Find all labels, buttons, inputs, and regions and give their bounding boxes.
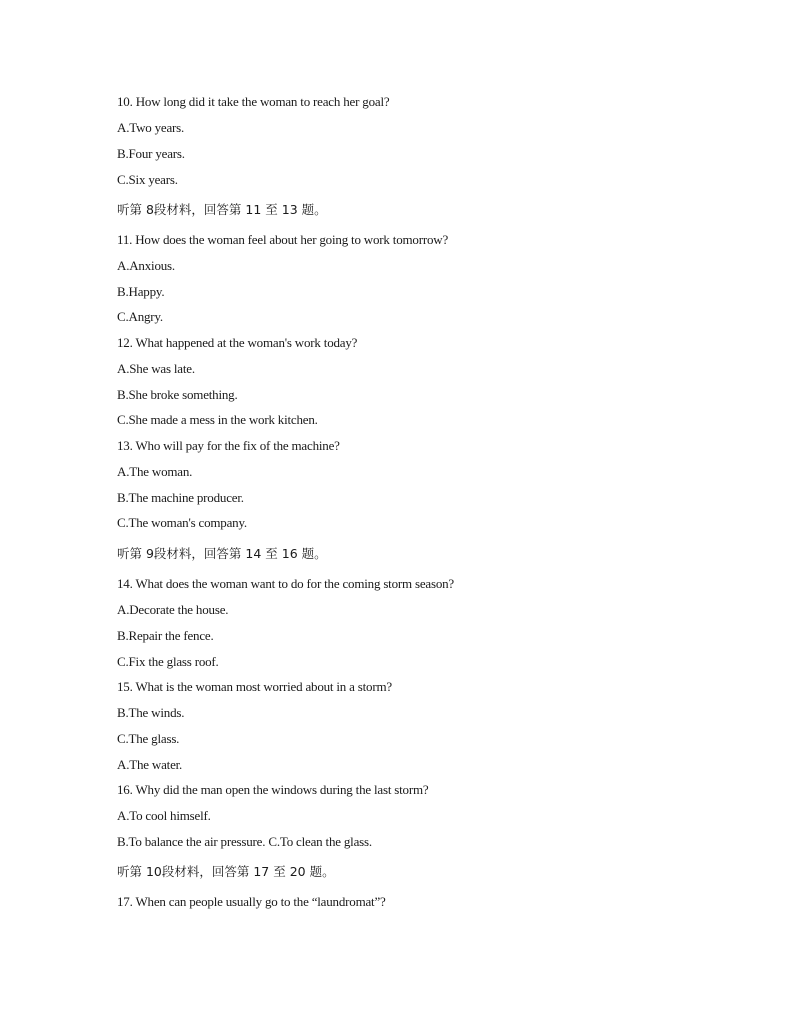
option-12c: C.She made a mess in the work kitchen. [117,412,318,427]
option-12b: B.She broke something. [117,387,238,402]
option-11c: C.Angry. [117,309,163,324]
section-heading-9: 听第 9段材料，回答第 14 至 16 题。 [117,546,327,561]
option-14a: A.Decorate the house. [117,602,229,617]
question-12: 12. What happened at the woman's work today? [117,335,358,350]
question-13: 13. Who will pay for the fix of the machine? [117,438,340,453]
section-heading-10: 听第 10段材料，回答第 17 至 20 题。 [117,864,335,879]
question-10: 10. How long did it take the woman to reach her goal? [117,94,390,109]
option-11a: A.Anxious. [117,258,175,273]
option-15b: B.The winds. [117,705,185,720]
option-13c: C.The woman's company. [117,515,247,530]
option-14c: C.Fix the glass roof. [117,654,219,669]
question-16: 16. Why did the man open the windows during the last storm? [117,782,429,797]
option-10b: B.Four years. [117,146,185,161]
option-15a: A.The water. [117,757,183,772]
option-13a: A.The woman. [117,464,193,479]
option-14b: B.Repair the fence. [117,628,214,643]
question-17: 17. When can people usually go to the “laundromat”? [117,894,386,909]
option-10a: A.Two years. [117,120,185,135]
question-14: 14. What does the woman want to do for the coming storm season? [117,576,455,591]
option-10c: C.Six years. [117,172,178,187]
section-heading-8: 听第 8段材料，回答第 11 至 13 题。 [117,202,327,217]
option-15c: C.The glass. [117,731,180,746]
option-12a: A.She was late. [117,361,195,376]
option-16a: A.To cool himself. [117,808,211,823]
question-15: 15. What is the woman most worried about in a storm? [117,679,392,694]
option-13b: B.The machine producer. [117,490,244,505]
question-11: 11. How does the woman feel about her going to work tomorrow? [117,232,449,247]
option-16bc: B.To balance the air pressure. C.To clean the glass. [117,834,372,849]
option-11b: B.Happy. [117,284,165,299]
